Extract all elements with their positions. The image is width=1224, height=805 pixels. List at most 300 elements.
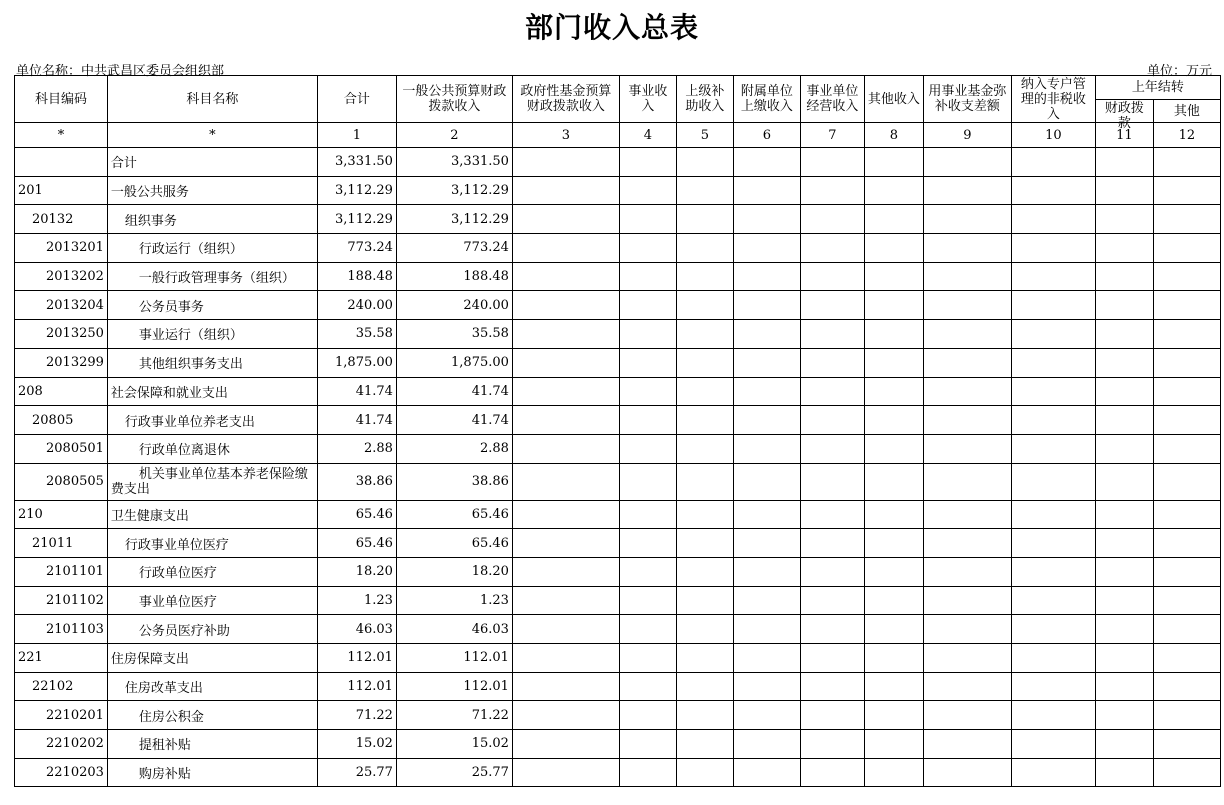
empty-cell	[923, 320, 1011, 349]
table-row	[15, 205, 1221, 234]
empty-cell	[800, 348, 864, 377]
empty-cell	[1095, 701, 1153, 730]
empty-cell	[619, 615, 676, 644]
header-general-budget: 一般公共预算财政拨款收入	[396, 76, 512, 123]
empty-cell	[733, 234, 800, 263]
row-name: 行政单位离退休	[107, 434, 317, 463]
empty-cell	[1095, 615, 1153, 644]
empty-cell	[1011, 615, 1095, 644]
empty-cell	[676, 406, 733, 435]
empty-cell	[512, 730, 619, 759]
table-row	[15, 434, 1221, 463]
empty-cell	[1095, 434, 1153, 463]
empty-cell	[676, 758, 733, 787]
empty-cell	[1011, 463, 1095, 500]
empty-cell	[619, 262, 676, 291]
row-general-budget: 3,112.29	[396, 176, 512, 205]
empty-cell	[512, 586, 619, 615]
row-code: 20132	[15, 205, 108, 234]
empty-cell	[1011, 434, 1095, 463]
empty-cell	[1095, 529, 1153, 558]
empty-cell	[1153, 291, 1220, 320]
row-name: 其他组织事务支出	[107, 348, 317, 377]
empty-cell	[923, 557, 1011, 586]
empty-cell	[923, 262, 1011, 291]
empty-cell	[512, 672, 619, 701]
empty-cell	[864, 701, 923, 730]
empty-cell	[1153, 644, 1220, 673]
row-total: 15.02	[317, 730, 396, 759]
empty-cell	[676, 730, 733, 759]
empty-cell	[1011, 234, 1095, 263]
empty-cell	[864, 377, 923, 406]
empty-cell	[1011, 644, 1095, 673]
empty-cell	[1095, 557, 1153, 586]
row-total: 3,112.29	[317, 176, 396, 205]
table-row	[15, 644, 1221, 673]
row-total: 188.48	[317, 262, 396, 291]
row-name: 行政事业单位养老支出	[107, 406, 317, 435]
row-name: 公务员医疗补助	[107, 615, 317, 644]
row-total: 38.86	[317, 463, 396, 500]
header-carry-other: 其他	[1153, 100, 1220, 123]
row-code: 2013201	[15, 234, 108, 263]
table-row	[15, 148, 1221, 177]
row-general-budget: 3,331.50	[396, 148, 512, 177]
table-row	[15, 557, 1221, 586]
index-cell: 3	[512, 123, 619, 148]
row-general-budget: 38.86	[396, 463, 512, 500]
empty-cell	[923, 529, 1011, 558]
table-row	[15, 730, 1221, 759]
empty-cell	[1153, 377, 1220, 406]
index-cell: 4	[619, 123, 676, 148]
table-row	[15, 176, 1221, 205]
row-general-budget: 1.23	[396, 586, 512, 615]
empty-cell	[1153, 205, 1220, 234]
row-total: 46.03	[317, 615, 396, 644]
empty-cell	[512, 320, 619, 349]
row-general-budget: 3,112.29	[396, 205, 512, 234]
empty-cell	[619, 205, 676, 234]
empty-cell	[676, 463, 733, 500]
row-total: 112.01	[317, 644, 396, 673]
row-name: 住房保障支出	[107, 644, 317, 673]
row-total: 773.24	[317, 234, 396, 263]
row-code: 2013204	[15, 291, 108, 320]
row-code: 2080505	[15, 463, 108, 500]
empty-cell	[1095, 234, 1153, 263]
empty-cell	[619, 234, 676, 263]
empty-cell	[512, 205, 619, 234]
empty-cell	[512, 758, 619, 787]
empty-cell	[676, 434, 733, 463]
empty-cell	[923, 644, 1011, 673]
empty-cell	[733, 463, 800, 500]
header-gov-fund: 政府性基金预算财政拨款收入	[512, 76, 619, 123]
empty-cell	[1095, 348, 1153, 377]
empty-cell	[1011, 701, 1095, 730]
empty-cell	[864, 176, 923, 205]
empty-cell	[864, 672, 923, 701]
row-general-budget: 240.00	[396, 291, 512, 320]
empty-cell	[1095, 176, 1153, 205]
table-row	[15, 758, 1221, 787]
empty-cell	[800, 615, 864, 644]
empty-cell	[923, 406, 1011, 435]
row-name: 卫生健康支出	[107, 500, 317, 529]
empty-cell	[864, 557, 923, 586]
empty-cell	[619, 434, 676, 463]
empty-cell	[1153, 672, 1220, 701]
empty-cell	[800, 434, 864, 463]
table-row	[15, 586, 1221, 615]
empty-cell	[676, 291, 733, 320]
empty-cell	[1095, 291, 1153, 320]
empty-cell	[1153, 615, 1220, 644]
row-total: 41.74	[317, 406, 396, 435]
empty-cell	[1153, 557, 1220, 586]
index-cell: *	[15, 123, 108, 148]
empty-cell	[512, 148, 619, 177]
empty-cell	[1153, 406, 1220, 435]
empty-cell	[923, 758, 1011, 787]
empty-cell	[1011, 348, 1095, 377]
row-total: 35.58	[317, 320, 396, 349]
header-business: 事业收入	[619, 76, 676, 123]
empty-cell	[1095, 730, 1153, 759]
empty-cell	[676, 348, 733, 377]
row-general-budget: 71.22	[396, 701, 512, 730]
empty-cell	[864, 434, 923, 463]
empty-cell	[923, 701, 1011, 730]
empty-cell	[512, 291, 619, 320]
row-total: 1.23	[317, 586, 396, 615]
index-cell: 7	[800, 123, 864, 148]
empty-cell	[1011, 758, 1095, 787]
empty-cell	[676, 234, 733, 263]
row-name: 机关事业单位基本养老保险缴费支出	[107, 463, 317, 500]
row-name: 组织事务	[107, 205, 317, 234]
empty-cell	[619, 557, 676, 586]
table-row	[15, 615, 1221, 644]
table-row	[15, 529, 1221, 558]
empty-cell	[1095, 205, 1153, 234]
row-code: 2013250	[15, 320, 108, 349]
empty-cell	[800, 406, 864, 435]
row-name: 合计	[107, 148, 317, 177]
empty-cell	[923, 205, 1011, 234]
empty-cell	[676, 701, 733, 730]
empty-cell	[1095, 758, 1153, 787]
row-name: 一般行政管理事务（组织）	[107, 262, 317, 291]
index-cell: 6	[733, 123, 800, 148]
empty-cell	[1095, 406, 1153, 435]
empty-cell	[676, 644, 733, 673]
empty-cell	[733, 730, 800, 759]
empty-cell	[733, 615, 800, 644]
table-row	[15, 234, 1221, 263]
empty-cell	[864, 291, 923, 320]
empty-cell	[800, 586, 864, 615]
empty-cell	[1095, 320, 1153, 349]
unit-label: 单位：万元	[1146, 64, 1212, 79]
row-code: 2013202	[15, 262, 108, 291]
empty-cell	[733, 148, 800, 177]
empty-cell	[733, 262, 800, 291]
empty-cell	[864, 529, 923, 558]
row-general-budget: 15.02	[396, 730, 512, 759]
row-name: 公务员事务	[107, 291, 317, 320]
row-total: 71.22	[317, 701, 396, 730]
header-total: 合计	[317, 76, 396, 123]
row-code: 208	[15, 377, 108, 406]
row-code: 2101103	[15, 615, 108, 644]
row-general-budget: 46.03	[396, 615, 512, 644]
empty-cell	[1011, 529, 1095, 558]
empty-cell	[676, 500, 733, 529]
empty-cell	[923, 434, 1011, 463]
row-general-budget: 2.88	[396, 434, 512, 463]
empty-cell	[1153, 758, 1220, 787]
row-code: 20805	[15, 406, 108, 435]
row-code: 2013299	[15, 348, 108, 377]
table-row	[15, 500, 1221, 529]
empty-cell	[733, 529, 800, 558]
empty-cell	[800, 234, 864, 263]
empty-cell	[923, 615, 1011, 644]
empty-cell	[800, 529, 864, 558]
row-general-budget: 65.46	[396, 500, 512, 529]
empty-cell	[512, 262, 619, 291]
empty-cell	[864, 320, 923, 349]
empty-cell	[864, 758, 923, 787]
empty-cell	[1011, 672, 1095, 701]
row-name: 行政单位医疗	[107, 557, 317, 586]
empty-cell	[619, 586, 676, 615]
empty-cell	[1153, 701, 1220, 730]
empty-cell	[512, 377, 619, 406]
empty-cell	[512, 557, 619, 586]
empty-cell	[800, 320, 864, 349]
empty-cell	[923, 730, 1011, 759]
empty-cell	[864, 348, 923, 377]
empty-cell	[1011, 262, 1095, 291]
table-row	[15, 262, 1221, 291]
empty-cell	[512, 500, 619, 529]
row-code: 2080501	[15, 434, 108, 463]
row-general-budget: 773.24	[396, 234, 512, 263]
row-name: 住房公积金	[107, 701, 317, 730]
empty-cell	[864, 586, 923, 615]
empty-cell	[1095, 672, 1153, 701]
empty-cell	[676, 148, 733, 177]
empty-cell	[733, 434, 800, 463]
empty-cell	[864, 234, 923, 263]
row-general-budget: 41.74	[396, 406, 512, 435]
index-cell: 10	[1011, 123, 1095, 148]
empty-cell	[619, 672, 676, 701]
row-code: 2210201	[15, 701, 108, 730]
empty-cell	[619, 758, 676, 787]
row-general-budget: 112.01	[396, 672, 512, 701]
row-code: 221	[15, 644, 108, 673]
row-code: 2101102	[15, 586, 108, 615]
row-code: 21011	[15, 529, 108, 558]
index-cell: 12	[1153, 123, 1220, 148]
row-code	[15, 148, 108, 177]
empty-cell	[1095, 377, 1153, 406]
empty-cell	[800, 644, 864, 673]
empty-cell	[923, 672, 1011, 701]
row-name: 住房改革支出	[107, 672, 317, 701]
index-cell: 11	[1095, 123, 1153, 148]
empty-cell	[512, 701, 619, 730]
empty-cell	[733, 348, 800, 377]
table-row	[15, 291, 1221, 320]
row-name: 提租补贴	[107, 730, 317, 759]
header-special-non-tax: 纳入专户管理的非税收入	[1011, 76, 1095, 123]
empty-cell	[733, 291, 800, 320]
row-general-budget: 112.01	[396, 644, 512, 673]
empty-cell	[864, 262, 923, 291]
empty-cell	[864, 730, 923, 759]
empty-cell	[1153, 500, 1220, 529]
empty-cell	[733, 377, 800, 406]
header-superior-subsidy: 上级补助收入	[676, 76, 733, 123]
empty-cell	[619, 406, 676, 435]
empty-cell	[619, 730, 676, 759]
row-general-budget: 18.20	[396, 557, 512, 586]
empty-cell	[800, 148, 864, 177]
row-name: 事业运行（组织）	[107, 320, 317, 349]
empty-cell	[1095, 262, 1153, 291]
empty-cell	[1153, 463, 1220, 500]
empty-cell	[676, 262, 733, 291]
row-total: 2.88	[317, 434, 396, 463]
row-general-budget: 65.46	[396, 529, 512, 558]
row-total: 1,875.00	[317, 348, 396, 377]
empty-cell	[1153, 434, 1220, 463]
empty-cell	[619, 377, 676, 406]
empty-cell	[923, 291, 1011, 320]
empty-cell	[800, 557, 864, 586]
index-cell: 1	[317, 123, 396, 148]
empty-cell	[1011, 291, 1095, 320]
row-general-budget: 1,875.00	[396, 348, 512, 377]
empty-cell	[1011, 320, 1095, 349]
empty-cell	[1153, 176, 1220, 205]
empty-cell	[923, 234, 1011, 263]
table-row	[15, 320, 1221, 349]
empty-cell	[676, 672, 733, 701]
empty-cell	[800, 176, 864, 205]
empty-cell	[619, 701, 676, 730]
index-cell: 2	[396, 123, 512, 148]
empty-cell	[512, 434, 619, 463]
empty-cell	[1011, 730, 1095, 759]
empty-cell	[733, 557, 800, 586]
row-code: 2210202	[15, 730, 108, 759]
empty-cell	[800, 500, 864, 529]
row-code: 201	[15, 176, 108, 205]
row-total: 25.77	[317, 758, 396, 787]
row-name: 购房补贴	[107, 758, 317, 787]
empty-cell	[1153, 348, 1220, 377]
empty-cell	[800, 463, 864, 500]
empty-cell	[1011, 205, 1095, 234]
empty-cell	[923, 586, 1011, 615]
empty-cell	[733, 672, 800, 701]
row-code: 2101101	[15, 557, 108, 586]
row-total: 240.00	[317, 291, 396, 320]
empty-cell	[800, 730, 864, 759]
empty-cell	[864, 615, 923, 644]
table-row	[15, 701, 1221, 730]
empty-cell	[864, 406, 923, 435]
empty-cell	[733, 406, 800, 435]
empty-cell	[676, 615, 733, 644]
empty-cell	[733, 205, 800, 234]
empty-cell	[512, 406, 619, 435]
empty-cell	[800, 672, 864, 701]
empty-cell	[619, 348, 676, 377]
table-row	[15, 377, 1221, 406]
row-total: 41.74	[317, 377, 396, 406]
empty-cell	[733, 701, 800, 730]
empty-cell	[676, 557, 733, 586]
empty-cell	[676, 377, 733, 406]
empty-cell	[733, 176, 800, 205]
row-total: 65.46	[317, 529, 396, 558]
unit-name: 单位名称：中共武昌区委员会组织部	[16, 64, 225, 79]
empty-cell	[1011, 406, 1095, 435]
index-cell: 8	[864, 123, 923, 148]
empty-cell	[733, 320, 800, 349]
row-code: 210	[15, 500, 108, 529]
row-total: 65.46	[317, 500, 396, 529]
empty-cell	[619, 148, 676, 177]
empty-cell	[864, 148, 923, 177]
row-general-budget: 25.77	[396, 758, 512, 787]
empty-cell	[1011, 148, 1095, 177]
empty-cell	[512, 234, 619, 263]
empty-cell	[733, 758, 800, 787]
table-row	[15, 348, 1221, 377]
empty-cell	[676, 176, 733, 205]
empty-cell	[512, 463, 619, 500]
empty-cell	[1011, 176, 1095, 205]
empty-cell	[676, 320, 733, 349]
empty-cell	[1095, 644, 1153, 673]
empty-cell	[1153, 586, 1220, 615]
empty-cell	[1153, 529, 1220, 558]
row-name: 社会保障和就业支出	[107, 377, 317, 406]
empty-cell	[1153, 320, 1220, 349]
header-carryover: 上年结转	[1095, 76, 1220, 100]
row-general-budget: 35.58	[396, 320, 512, 349]
income-table	[14, 75, 1221, 787]
table-row	[15, 406, 1221, 435]
empty-cell	[800, 758, 864, 787]
empty-cell	[512, 176, 619, 205]
empty-cell	[923, 348, 1011, 377]
empty-cell	[1095, 148, 1153, 177]
empty-cell	[800, 701, 864, 730]
row-name: 一般公共服务	[107, 176, 317, 205]
empty-cell	[733, 644, 800, 673]
row-total: 3,331.50	[317, 148, 396, 177]
